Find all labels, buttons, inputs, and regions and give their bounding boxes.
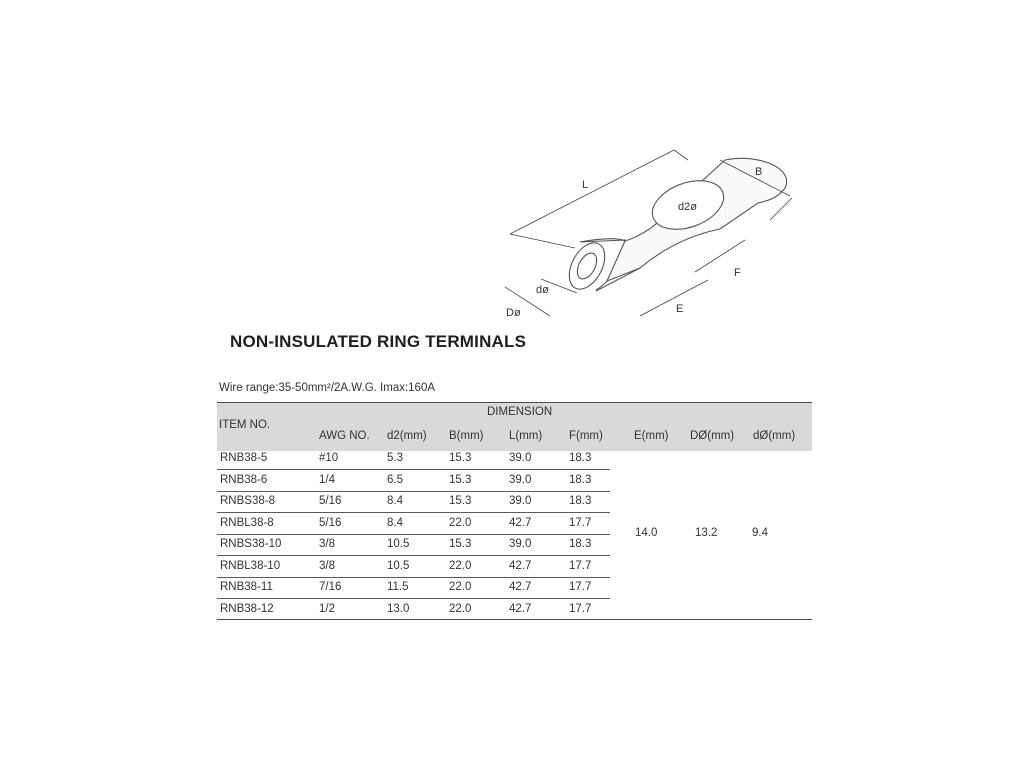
table-row-item: RNB38-5 <box>220 452 268 464</box>
common-value-outer-d: 13.2 <box>695 527 718 539</box>
col-header-e: E(mm) <box>634 430 669 442</box>
table-cell: 1/2 <box>319 602 335 615</box>
row-divider <box>217 491 610 492</box>
table-cell: 42.7 <box>509 602 532 615</box>
table-cell: 8.4 <box>387 516 403 529</box>
dimension-header: DIMENSION <box>487 406 553 418</box>
table-row-item: RNBL38-8 <box>220 516 274 529</box>
row-divider <box>217 598 610 599</box>
table-row-item: RNB38-6 <box>220 473 268 486</box>
table-cell: 22.0 <box>449 516 472 529</box>
table-row-item: RNBL38-10 <box>220 559 281 572</box>
table-top-rule <box>217 402 812 403</box>
table-cell: 5/16 <box>319 495 342 507</box>
dimension-table <box>217 402 812 620</box>
table-cell: 39.0 <box>509 495 532 507</box>
col-header-f: F(mm) <box>569 430 603 442</box>
table-cell: 6.5 <box>387 473 403 486</box>
col-header-awg: AWG NO. <box>319 430 370 442</box>
table-cell: 17.7 <box>569 559 592 572</box>
table-row-item: RNB38-12 <box>220 602 274 615</box>
common-value-inner-d: 9.4 <box>752 527 768 539</box>
table-cell: 7/16 <box>319 581 342 593</box>
table-row-item: RNBS38-10 <box>220 538 282 550</box>
table-row-item: RNBS38-8 <box>220 495 275 507</box>
col-header-b: B(mm) <box>449 430 484 442</box>
table-cell: 10.5 <box>387 559 410 572</box>
table-cell: 22.0 <box>449 559 472 572</box>
table-cell: 42.7 <box>509 581 532 593</box>
table-cell: 17.7 <box>569 581 592 593</box>
col-header-d2: d2(mm) <box>387 430 427 442</box>
table-cell: 42.7 <box>509 559 532 572</box>
ring-terminal-diagram <box>490 130 810 330</box>
dim-label-F: F <box>734 267 741 279</box>
table-cell: 22.0 <box>449 602 472 615</box>
table-cell: 11.5 <box>387 581 409 593</box>
dim-label-D: Dø <box>506 307 521 319</box>
dim-label-d2: d2ø <box>678 201 697 213</box>
table-cell: 13.0 <box>387 602 410 615</box>
table-cell: 17.7 <box>569 516 592 529</box>
row-divider <box>217 555 610 556</box>
row-divider <box>217 577 610 578</box>
table-cell: 39.0 <box>509 452 532 464</box>
page-title: NON-INSULATED RING TERMINALS <box>230 332 527 351</box>
table-cell: 39.0 <box>509 473 532 486</box>
table-cell: 15.3 <box>449 473 472 486</box>
table-cell: 17.7 <box>569 602 592 615</box>
table-cell: 8.4 <box>387 495 403 507</box>
table-cell: 22.0 <box>449 581 472 593</box>
table-bottom-rule <box>217 619 812 620</box>
table-cell: 5.3 <box>387 452 403 464</box>
dim-label-d: dø <box>536 284 549 296</box>
col-header-inner-d: dØ(mm) <box>753 430 796 442</box>
table-cell: 18.3 <box>569 473 592 486</box>
table-cell: 5/16 <box>319 516 342 529</box>
table-cell: #10 <box>319 452 339 464</box>
dim-label-B: B <box>755 166 763 178</box>
row-divider <box>217 512 610 513</box>
table-cell: 3/8 <box>319 538 335 550</box>
row-divider <box>217 469 610 470</box>
table-cell: 18.3 <box>569 538 592 550</box>
table-cell: 39.0 <box>509 538 532 550</box>
table-cell: 15.3 <box>449 538 472 550</box>
common-value-e: 14.0 <box>635 527 658 539</box>
table-cell: 15.3 <box>449 452 472 464</box>
terminal-outline <box>562 158 787 295</box>
col-header-outer-d: DØ(mm) <box>690 430 735 442</box>
row-divider <box>217 534 610 535</box>
item-no-header: ITEM NO. <box>219 419 271 431</box>
table-cell: 18.3 <box>569 452 592 464</box>
table-cell: 3/8 <box>319 559 335 572</box>
table-cell: 15.3 <box>449 495 472 507</box>
table-cell: 42.7 <box>509 516 532 529</box>
table-row-item: RNB38-11 <box>220 581 273 593</box>
table-cell: 10.5 <box>387 538 410 550</box>
table-cell: 1/4 <box>319 473 335 486</box>
table-cell: 18.3 <box>569 495 592 507</box>
wire-range-note: Wire range:35-50mm²/2A.W.G. Imax:160A <box>219 382 436 394</box>
dim-label-L: L <box>582 179 589 191</box>
dim-label-E: E <box>676 303 684 315</box>
col-header-l: L(mm) <box>509 430 543 442</box>
